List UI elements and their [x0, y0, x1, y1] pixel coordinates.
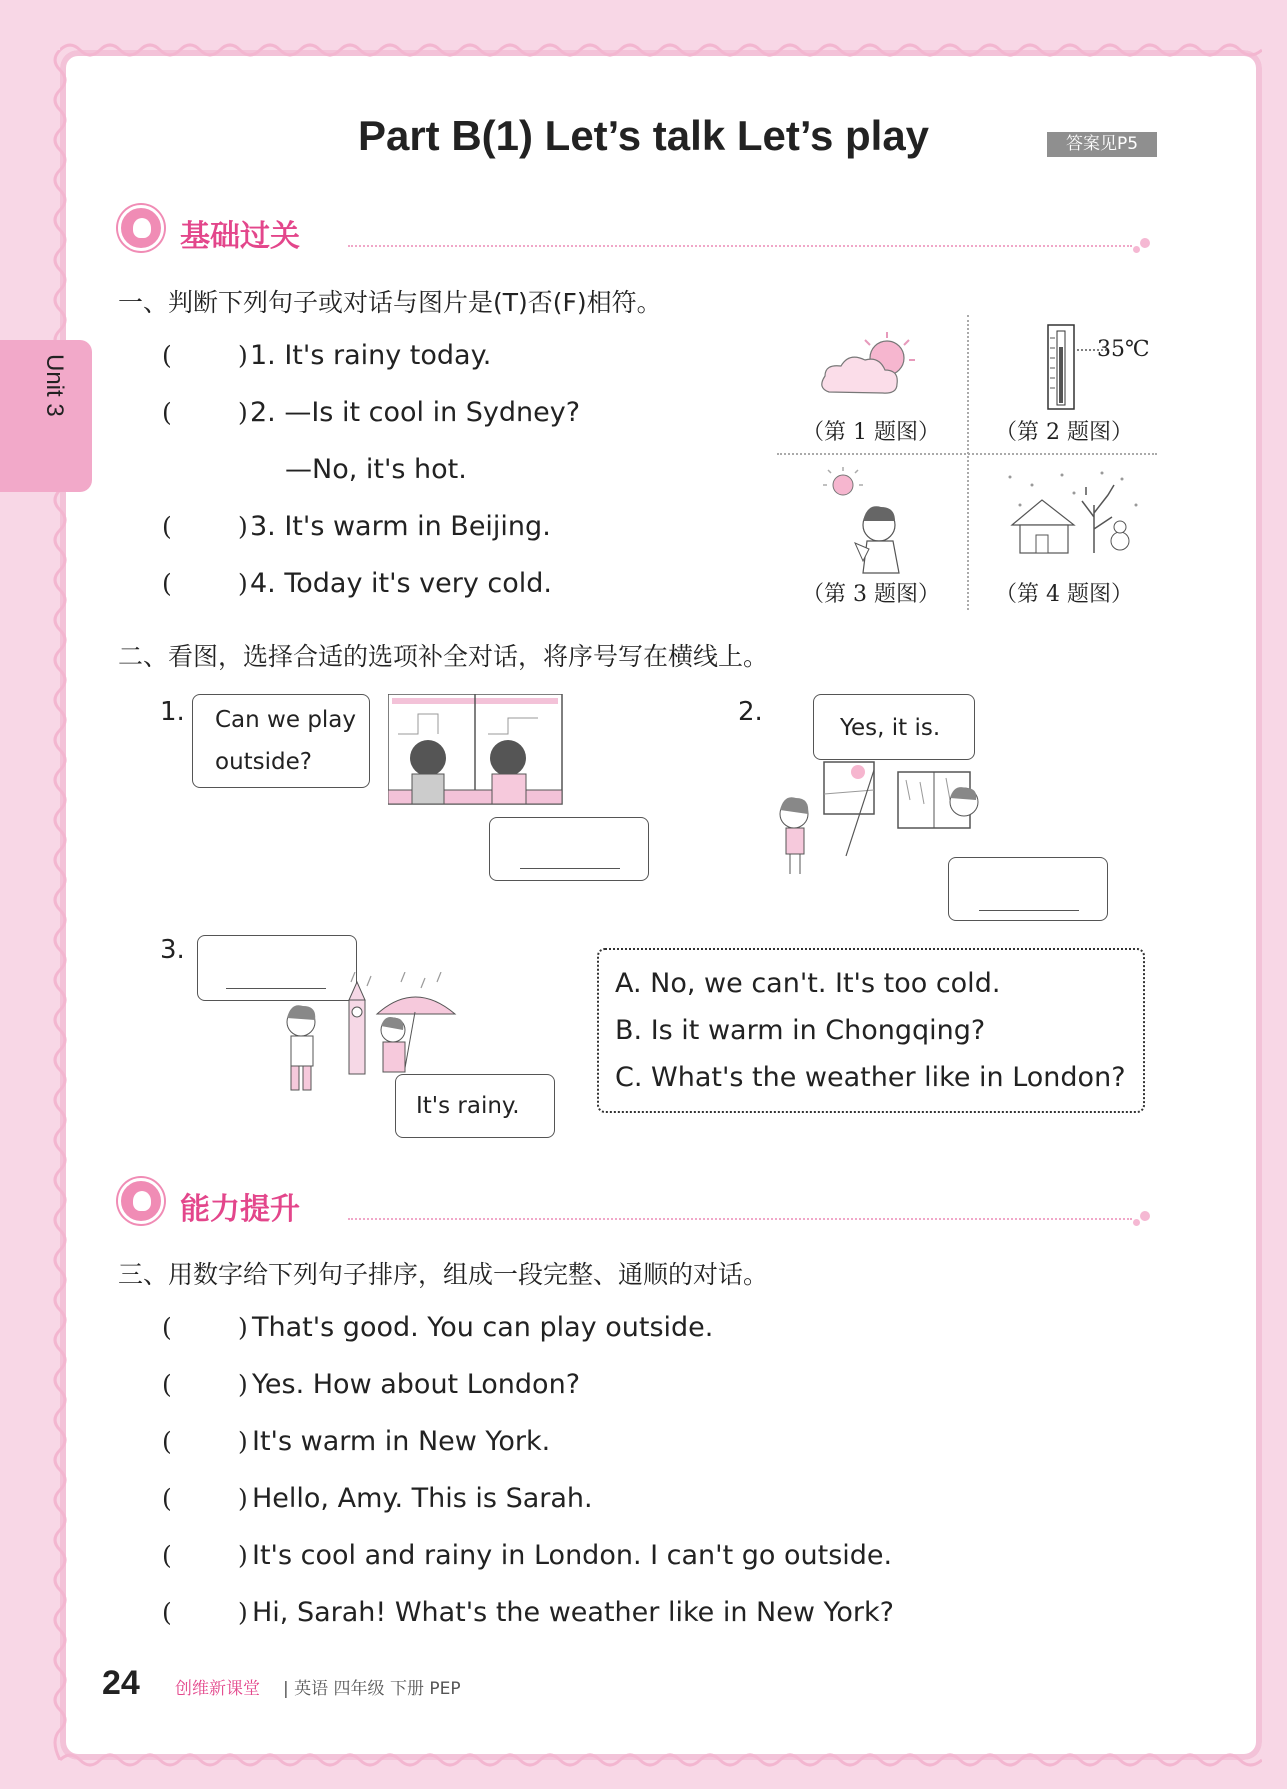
page-title: Part B(1) Let’s talk Let’s play: [357, 112, 930, 159]
grid-divider-horizontal: [777, 453, 1157, 455]
answer-blank-line: [979, 910, 1079, 911]
q1-heading: 一、判断下列句子或对话与图片是(T)否(F)相符。: [118, 288, 662, 317]
unit-tab: [0, 340, 92, 492]
answer-paren-close: ): [238, 1541, 248, 1570]
answer-paren-open: (: [162, 1541, 172, 1570]
answer-paren-open: (: [162, 1313, 172, 1342]
answer-paren-open: (: [162, 512, 172, 541]
divider-dot: [1140, 238, 1150, 248]
scene-number: 1.: [160, 697, 185, 727]
section-header-advanced: [118, 1178, 1158, 1228]
q1-item: 2. —Is it cool in Sydney?: [250, 397, 581, 428]
wavy-border-left: [50, 50, 70, 1760]
answer-paren-open: (: [162, 1427, 172, 1456]
q1-item: 1. It's rainy today.: [250, 340, 492, 371]
grid-divider-vertical: [967, 315, 969, 610]
option-b: B. Is it warm in Chongqing?: [615, 1015, 986, 1046]
page-number: 24: [102, 1664, 140, 1702]
q3-item: Hello, Amy. This is Sarah.: [252, 1483, 593, 1514]
answer-blank-line: [520, 868, 620, 869]
q1-item-reply: —No, it's hot.: [285, 454, 467, 485]
q1-item: 4. Today it's very cold.: [250, 568, 553, 599]
snowy-house-icon: [1002, 465, 1142, 565]
options-box: [597, 948, 1145, 1113]
hot-sun-boy-icon: [817, 463, 917, 578]
section-title-advanced: 能力提升: [180, 1192, 300, 1227]
pic-caption: （第 1 题图）: [802, 420, 940, 445]
answer-bubble: [489, 817, 649, 881]
answer-paren-close: ): [238, 1370, 248, 1399]
section-title-basic: 基础过关: [180, 219, 300, 254]
thermometer-icon: [1042, 323, 1082, 413]
scene-number: 2.: [738, 697, 763, 727]
answer-paren-close: ): [238, 512, 248, 541]
answer-paren-close: ): [238, 398, 248, 427]
divider-dot: [1133, 246, 1140, 253]
cartoon-face-icon: [118, 1178, 164, 1224]
cartoon-face-icon: [118, 205, 164, 251]
q3-item: It's warm in New York.: [252, 1426, 551, 1457]
answer-paren-close: ): [238, 341, 248, 370]
answer-reference-badge: 答案见P5: [1047, 132, 1157, 157]
answer-paren-open: (: [162, 398, 172, 427]
answer-paren-close: ): [238, 569, 248, 598]
answer-paren-close: ): [238, 1427, 248, 1456]
bubble-text: It's rainy.: [416, 1093, 520, 1119]
bubble-text: outside?: [215, 749, 312, 775]
answer-bubble: [948, 857, 1108, 921]
unit-tab-label: Unit 3: [41, 354, 68, 417]
answer-paren-open: (: [162, 569, 172, 598]
answer-paren-open: (: [162, 1598, 172, 1627]
q1-picture-grid: [777, 315, 1157, 610]
option-c: C. What's the weather like in London?: [615, 1062, 1126, 1093]
q3-item: That's good. You can play outside.: [252, 1312, 714, 1343]
section-header-basic: [118, 205, 1158, 255]
pic-caption: （第 3 题图）: [802, 582, 940, 607]
answer-paren-close: ): [238, 1598, 248, 1627]
q3-item: Yes. How about London?: [252, 1369, 581, 1400]
bubble-text: Can we play: [215, 707, 357, 733]
answer-paren-open: (: [162, 1484, 172, 1513]
dotted-divider: [348, 245, 1132, 247]
answer-paren-close: ): [238, 1313, 248, 1342]
divider-dot: [1140, 1211, 1150, 1221]
wavy-border-top: [60, 40, 1262, 60]
footer-info: | 英语 四年级 下册 PEP: [283, 1679, 461, 1699]
dotted-divider: [348, 1218, 1132, 1220]
snowy-window-scene: [388, 694, 564, 806]
answer-paren-open: (: [162, 1370, 172, 1399]
q3-heading: 三、用数字给下列句子排序，组成一段完整、通顺的对话。: [118, 1260, 769, 1289]
footer-brand: 创维新课堂: [175, 1679, 260, 1699]
wavy-border-bottom: [60, 1750, 1262, 1770]
q3-item: It's cool and rainy in London. I can't go outside.: [252, 1540, 893, 1571]
scene-number: 3.: [160, 935, 185, 965]
q2-heading: 二、看图，选择合适的选项补全对话，将序号写在横线上。: [118, 642, 769, 671]
option-a: A. No, we can't. It's too cold.: [615, 968, 1001, 999]
sun-cloud-icon: [817, 330, 927, 405]
pic-caption: （第 2 题图）: [995, 420, 1133, 445]
speech-bubble: [813, 694, 975, 760]
pic-caption: （第 4 题图）: [995, 582, 1133, 607]
speech-bubble: [395, 1074, 555, 1138]
divider-dot: [1133, 1219, 1140, 1226]
q3-item: Hi, Sarah! What's the weather like in New York?: [252, 1597, 894, 1628]
temperature-label: 35℃: [1097, 337, 1150, 362]
q1-item: 3. It's warm in Beijing.: [250, 511, 551, 542]
speech-bubble: [192, 694, 370, 788]
answer-paren-open: (: [162, 341, 172, 370]
answer-paren-close: ): [238, 1484, 248, 1513]
bubble-text: Yes, it is.: [840, 715, 941, 741]
